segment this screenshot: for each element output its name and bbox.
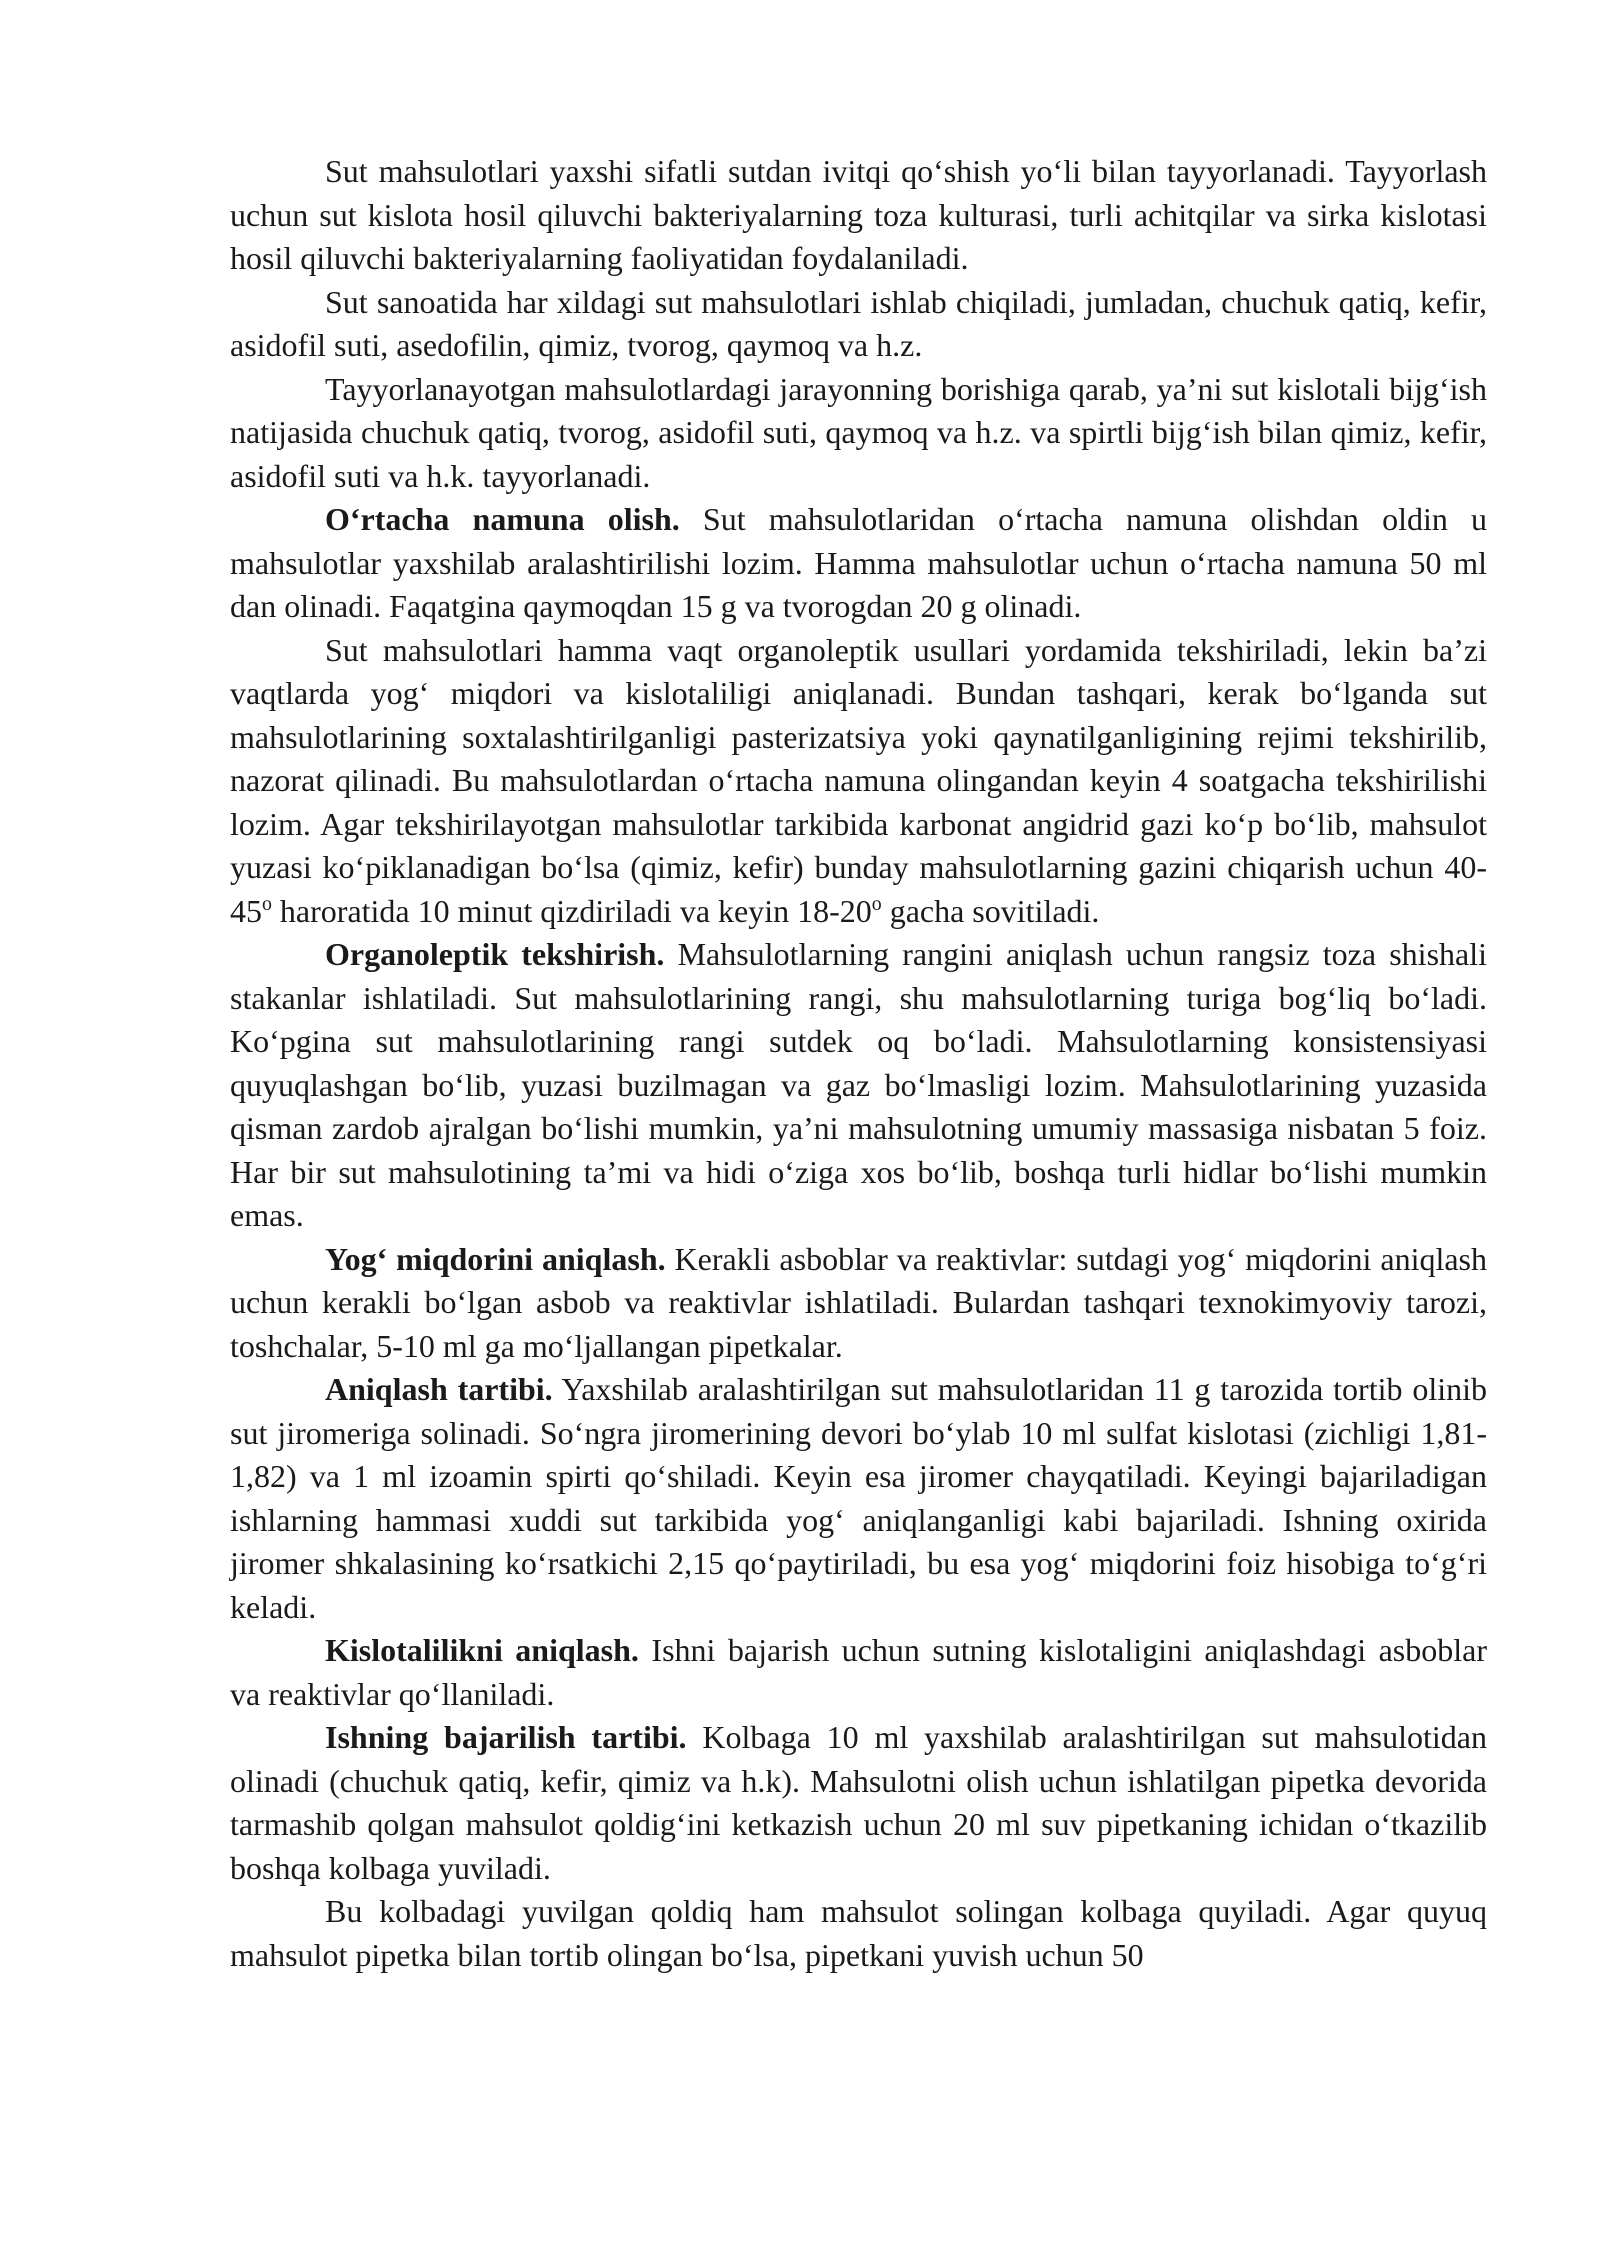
paragraph-fat-content: [230, 1238, 1487, 1369]
paragraph-organoleptic-testing: [230, 933, 1487, 1238]
paragraph-text: Sut sanoatida har xildagi sut mahsulotlari ishlab chiqiladi, jumladan, chuchuk qatiq, kefir, asidofil suti, asedofilin, qimiz, tvorog, qaymoq va h.z.: [230, 283, 1487, 363]
paragraph-text: Tayyorlanayotgan mahsulotlardagi jarayonning borishiga qarab, ya’ni sut kislotali bijg‘ish natijasida chuchuk qatiq, tvorog, asidofil suti, qaymoq va h.z. va spirtli bijg‘ish bilan qimiz, kefir, asidofil suti va h.k. tayyorlanadi.: [230, 370, 1487, 494]
paragraph-text: Bu kolbadagi yuvilgan qoldiq ham mahsulot solingan kolbaga quyiladi. Agar quyuq mahsulot pipetka bilan tortib olingan bo‘lsa, pipetkani yuvish uchun 50: [230, 1893, 1487, 1973]
paragraph-text: Ishni bajarish uchun sutning kislotaligini aniqlashdagi asboblar va reaktivlar qo‘llaniladi.: [230, 1632, 1488, 1712]
paragraph-determination-order: [230, 1368, 1487, 1629]
paragraph-text: Sut mahsulotlaridan o‘rtacha namuna olishdan oldin u mahsulotlar yaxshilab aralashtirilishi lozim. Hamma mahsulotlar uchun o‘rtacha namuna 50 ml dan olinadi. Faqatgina qaymoqdan 15 g va tvorogdan 20 g olinadi.: [230, 501, 1488, 624]
paragraph-text: Mahsulotlarning rangini aniqlash uchun rangsiz toza shishali stakanlar ishlatiladi. Sut mahsulotlarining rangi, shu mahsulotlarning turiga bog‘liq bo‘ladi. Ko‘pgina sut mahsulotlarining rangi sutdek oq bo‘ladi. Mahsulotlarning konsistensiyasi quyuqlashgan bo‘lib, yuzasi buzilmagan va gaz bo‘lmasligi lozim. Mahsulotlarining yuzasida qisman zardob ajralgan bo‘lishi mumkin, ya’ni mahsulotning umumiy massasiga nisbatan 5 foiz. Har bir sut mahsulotining ta’mi va hidi o‘ziga xos bo‘lib, boshqa turli hidlar bo‘lishi mumkin emas.: [230, 936, 1488, 1233]
paragraph-work-procedure: [230, 1716, 1487, 1890]
paragraph-heading: Kislotalilikni aniqlash.: [325, 1632, 639, 1668]
degree-superscript: o: [262, 892, 272, 915]
paragraph-acidity: [230, 1629, 1487, 1716]
paragraph-dairy-industry: [230, 281, 1487, 368]
paragraph-text: Sut mahsulotlari hamma vaqt organoleptik usullari yordamida tekshiriladi, lekin ba’zi vaqtlarda yog‘ miqdori va kislotaliligi aniqlanadi. Bundan tashqari, kerak bo‘lganda sut mahsulotlarining soxtalashtirilganligi pasterizatsiya yoki qaynatilganligining rejimi tekshirilib, nazorat qilinadi. Bu mahsulotlardan o‘rtacha namuna olingandan keyin 4 soatgacha tekshirilishi lozim. Agar tekshirilayotgan mahsulotlar tarkibida karbonat angidrid gazi ko‘p bo‘lib, mahsulot yuzasi ko‘piklanadigan bo‘lsa (qimiz, kefir) bunday mahsulotlarning gazini chiqarish uchun 40-45: [230, 631, 1487, 929]
paragraph-heading: O‘rtacha namuna olish.: [325, 501, 680, 537]
paragraph-average-sample: [230, 498, 1487, 629]
paragraph-heading: Ishning bajarilish tartibi.: [325, 1719, 687, 1755]
paragraph-text: haroratida 10 minut qizdiriladi va keyin 18-20: [271, 892, 872, 929]
paragraph-text: Kerakli asboblar va reaktivlar: sutdagi yog‘ miqdorini aniqlash uchun kerakli bo‘lgan asbob va reaktivlar ishlatiladi. Bulardan tashqari texnokimyoviy tarozi, toshchalar, 5-10 ml ga mo‘ljallangan pipetkalar.: [230, 1240, 1488, 1364]
paragraph-residue-rinse: [230, 1890, 1487, 1977]
paragraph-text: gacha sovitiladi.: [881, 892, 1100, 929]
paragraph-heading: Yog‘ miqdorini aniqlash.: [325, 1240, 666, 1277]
degree-superscript: o: [871, 892, 882, 915]
paragraph-heading: Aniqlash tartibi.: [325, 1371, 553, 1407]
paragraph-heading: Organoleptik tekshirish.: [325, 936, 665, 972]
document-page: [230, 150, 1487, 1977]
paragraph-organoleptic-methods: [230, 629, 1487, 934]
paragraph-text: Sut mahsulotlari yaxshi sifatli sutdan ivitqi qo‘shish yo‘li bilan tayyorlanadi. Tayyorlash uchun sut kislota hosil qiluvchi bakteriyalarning toza kulturasi, turli achitqilar va sirka kislotasi hosil qiluvchi bakteriyalarning faoliyatidan foydalaniladi.: [230, 153, 1487, 276]
paragraph-text: Yaxshilab aralashtirilgan sut mahsulotlaridan 11 g tarozida tortib olinib sut jiromeriga solinadi. So‘ngra jiromerining devori bo‘ylab 10 ml sulfat kislotasi (zichligi 1,81-1,82) va 1 ml izoamin spirti qo‘shiladi. Keyin esa jiromer chayqatiladi. Keyingi bajariladigan ishlarning hammasi xuddi sut tarkibida yog‘ aniqlanganligi kabi bajariladi. Ishning oxirida jiromer shkalasining ko‘rsatkichi 2,15 qo‘paytiriladi, bu esa yog‘ miqdorini foiz hisobiga to‘g‘ri keladi.: [230, 1371, 1488, 1625]
paragraph-intro: [230, 150, 1487, 281]
paragraph-text: Kolbaga 10 ml yaxshilab aralashtirilgan sut mahsulotidan olinadi (chuchuk qatiq, kefir, qimiz va h.k). Mahsulotni olish uchun ishlatilgan pipetka devorida tarmashib qolgan mahsulot qoldig‘ini ketkazish uchun 20 ml suv pipetkaning ichidan o‘tkazilib boshqa kolbaga yuviladi.: [230, 1719, 1488, 1886]
paragraph-fermentation: [230, 368, 1487, 499]
